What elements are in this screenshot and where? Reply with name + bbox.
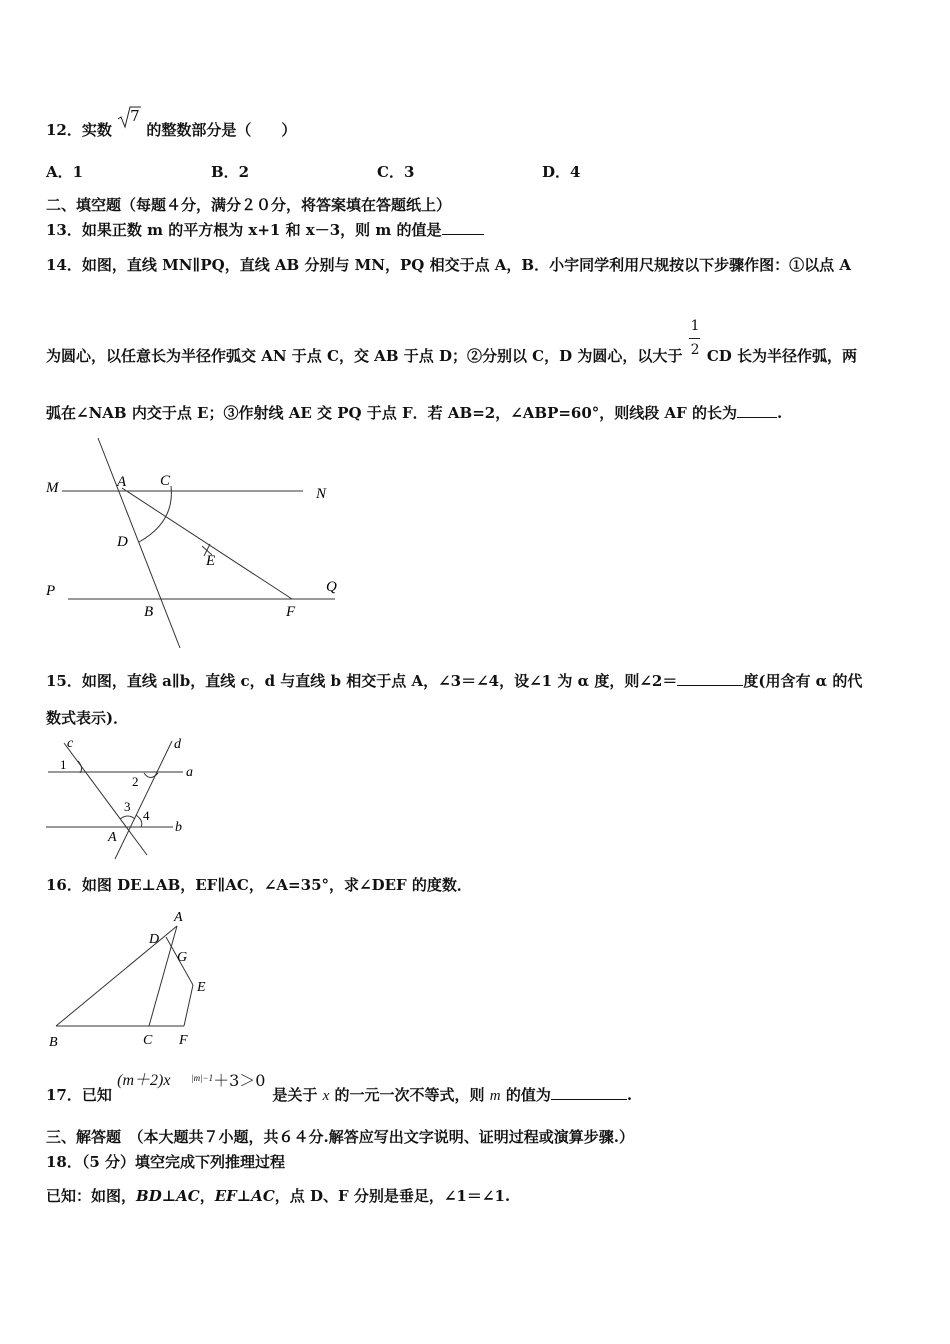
q14-line3-text: 弧在∠NAB 内交于点 E；③作射线 AE 交 PQ 于点 F．若 AB=2，∠ABP=60°，则线段 AF 的长为 xyxy=(46,404,738,422)
label-b: B xyxy=(144,604,154,620)
q14-line1: 14．如图，直线 MN∥PQ，直线 AB 分别与 MN，PQ 相交于点 A，B．小宇同学利用尺规按以下步骤作图：①以点 A xyxy=(46,256,851,274)
q15-line1 xyxy=(46,671,862,691)
answer-blank[interactable] xyxy=(677,671,743,686)
q17-suffix: 的值为 xyxy=(505,1086,551,1104)
label-b: b xyxy=(175,820,182,835)
q12-stem xyxy=(46,107,297,140)
label-d: D xyxy=(149,932,160,947)
q18-given-math2: EF⊥AC xyxy=(214,1187,275,1205)
label-c: C xyxy=(160,473,171,489)
q14-figure xyxy=(40,432,360,652)
q14-line2-b: CD 长为半径作弧，两 xyxy=(706,347,857,365)
label-a: a xyxy=(186,765,193,780)
q16-stem: 16．如图 DE⊥AB，EF∥AC，∠A=35°，求∠DEF 的度数． xyxy=(46,876,472,894)
angle-arc-4 xyxy=(136,815,142,827)
label-point-a: A xyxy=(108,830,117,845)
q14-line2 xyxy=(46,318,857,366)
angle-arc-3 xyxy=(120,816,135,819)
q12-option-b[interactable]: B．2 xyxy=(211,163,250,181)
q15-line1-b: 度(用含有 α 的代 xyxy=(743,672,863,690)
label-g: G xyxy=(177,950,188,965)
label-f: F xyxy=(286,604,296,620)
fraction-bar xyxy=(689,338,700,339)
segment-ef xyxy=(184,985,193,1026)
q17-prefix: 17．已知 xyxy=(46,1086,112,1104)
sqrt-expression xyxy=(117,107,141,135)
q17-var-x: x xyxy=(322,1088,330,1104)
q12-option-d[interactable]: D．4 xyxy=(542,163,581,181)
q14-line3-end: . xyxy=(777,404,783,422)
label-e: E xyxy=(197,980,206,995)
q14-line3 xyxy=(46,403,782,423)
ray-ae xyxy=(122,488,292,599)
q17-stem xyxy=(46,1071,633,1106)
fraction-denominator: 2 xyxy=(690,342,700,358)
q13-text: 13．如果正数 m 的平方根为 x+1 和 x－3，则 m 的值是 xyxy=(46,221,442,239)
fraction-numerator: 1 xyxy=(690,318,700,334)
fraction-half xyxy=(688,318,702,361)
angle-label-4: 4 xyxy=(143,808,150,823)
label-a: A xyxy=(117,474,127,490)
sqrt-radicand: 7 xyxy=(130,107,140,125)
label-q: Q xyxy=(326,579,337,595)
q12-option-c[interactable]: C．3 xyxy=(377,163,415,181)
q15-figure xyxy=(40,735,210,865)
q15-line1-a: 15．如图，直线 a∥b，直线 c，d 与直线 b 相交于点 A，∠3＝∠4，设∠1 为 α 度，则∠2＝ xyxy=(46,672,678,690)
q13-stem xyxy=(46,220,484,240)
q12-prefix: 12．实数 xyxy=(46,121,112,139)
q17-mid: 是关于 xyxy=(272,1086,318,1104)
q18-given-math1: BD⊥AC xyxy=(136,1187,200,1205)
label-c: c xyxy=(67,736,74,751)
line-c xyxy=(64,743,147,855)
label-e: E xyxy=(206,553,216,569)
q16-figure xyxy=(40,905,230,1055)
q12-option-a[interactable]: A．1 xyxy=(46,163,84,181)
q18-given-sep: ， xyxy=(199,1187,215,1205)
q18-given-a: 已知：如图， xyxy=(46,1187,137,1205)
answer-blank[interactable] xyxy=(551,1085,627,1100)
answer-blank[interactable] xyxy=(442,220,484,235)
label-b: B xyxy=(49,1035,58,1050)
q18-title: 18．（5 分）填空完成下列推理过程 xyxy=(46,1153,286,1171)
angle-label-3: 3 xyxy=(124,799,131,814)
label-d: D xyxy=(117,534,128,550)
arc-cd xyxy=(139,486,171,542)
q17-var-m: m xyxy=(489,1088,501,1104)
label-p: P xyxy=(46,583,56,599)
label-a: A xyxy=(174,910,183,925)
label-f: F xyxy=(179,1033,188,1048)
q15-line2: 数式表示)． xyxy=(46,709,129,727)
line-ab xyxy=(98,438,180,648)
q14-line2-a: 为圆心，以任意长为半径作弧交 AN 于点 C，交 AB 于点 D；②分别以 C，D 为圆心，以大于 xyxy=(46,347,683,365)
q18-given xyxy=(46,1186,510,1206)
label-d: d xyxy=(174,737,181,752)
answer-blank[interactable] xyxy=(737,403,777,418)
label-n: N xyxy=(316,486,327,502)
q17-mid2: 的一元一次不等式，则 xyxy=(334,1086,485,1104)
section3-heading: 三、解答题 （本大题共７小题，共６４分.解答应写出文字说明、证明过程或演算步骤.） xyxy=(46,1128,634,1146)
q17-end: . xyxy=(626,1086,633,1104)
label-c: C xyxy=(143,1033,153,1048)
inequality-expression xyxy=(117,1071,267,1100)
angle-label-1: 1 xyxy=(60,757,67,772)
section2-heading: 二、填空题（每题４分，满分２０分，将答案填在答题纸上） xyxy=(46,196,452,214)
q18-given-b: ，点 D、F 分别是垂足，∠1＝∠1. xyxy=(274,1187,511,1205)
expr-exponent: |m|−1 xyxy=(191,1073,214,1083)
q12-suffix: 的整数部分是（ ） xyxy=(146,121,297,139)
label-m: M xyxy=(46,480,59,496)
expr-part-a: (m＋2)x xyxy=(117,1072,171,1089)
expr-part-b: ＋3＞0 xyxy=(213,1071,266,1090)
angle-label-2: 2 xyxy=(132,774,139,789)
